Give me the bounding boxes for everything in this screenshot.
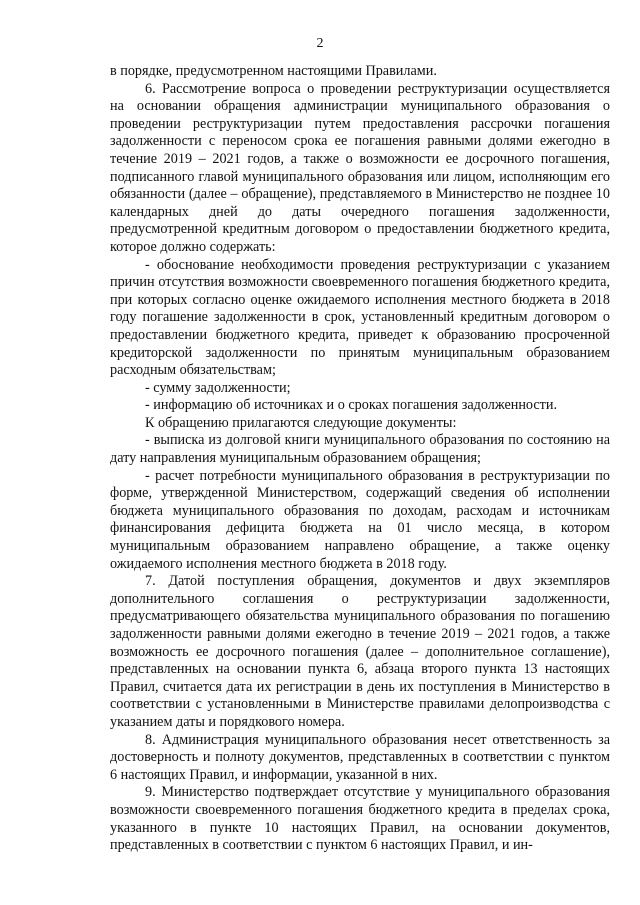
- paragraph-continuation: в порядке, предусмотренном настоящими Правилами.: [110, 63, 437, 79]
- paragraph-list-item-calculation: - расчет потребности муниципального образования в реструктуризации по форме, утвержденной Министерством, содержащий сведения об исполнении бюджета муниципального образования по доходам, расходам и источникам финансирования дефицита бюджета на 01 число месяца, в котором муниципальным образованием направлено обращение, а также оценку ожидаемого исполнения местного бюджета в 2018 году.: [110, 467, 610, 572]
- paragraph-list-item-debt-book-extract: - выписка из долговой книги муниципального образования по состоянию на дату направления муниципальным образованием обращения;: [110, 432, 610, 467]
- paragraph-clause-7: 7. Датой поступления обращения, документов и двух экземпляров дополнительного соглашения о реструктуризации задолженности, предусматривающего обязательства муниципального образования по погашению задолженности равными долями ежегодно в течение 2019 – 2021 годов, а также возможность ее досрочного погашения (далее – дополнительное соглашение), представленных на основании пункта 6, абзаца второго пункта 13 настоящих Правил, считается дата их регистрации в день их поступления в Министерство в соответствии с установленными в Министерстве правилами делопроизводства с указанием даты и порядкового номера.: [110, 573, 610, 730]
- paragraph-clause-9: 9. Министерство подтверждает отсутствие у муниципального образования возможности своевременного погашения бюджетного кредита в пределах срока, указанного в пункте 10 настоящих Правил, на основании документов, представленных в соответствии с пунктом 6 настоящих Правил, и ин-: [110, 784, 610, 854]
- paragraph-list-item-debt-amount: - сумму задолженности;: [145, 379, 291, 396]
- paragraph-list-item-repayment-info: - информацию об источниках и о сроках погашения задолженности.: [145, 397, 558, 414]
- paragraph-list-item-justification: - обоснование необходимости проведения реструктуризации с указанием причин отсутствия возможности своевременного погашения бюджетного кредита, при которых согласно оценке ожидаемого исполнения местного бюджета в 2018 году погашение задолженности в срок, установленный кредитным договором о предоставлении бюджетного кредита, приведет к образованию просроченной кредиторской задолженности по принятым муниципальным образованием расходным обязательствам;: [110, 256, 610, 379]
- document-body: [110, 63, 610, 855]
- paragraph-attachments-intro: К обращению прилагаются следующие документы:: [145, 414, 457, 431]
- page-number: 2: [316, 36, 324, 51]
- paragraph-clause-8: 8. Администрация муниципального образования несет ответственность за достоверность и полноту документов, представленных в соответствии с пунктом 6 настоящих Правил, и информации, указанной в них.: [110, 731, 610, 783]
- paragraph-clause-6: 6. Рассмотрение вопроса о проведении реструктуризации осуществляется на основании обращения администрации муниципального образования о проведении реструктуризации путем предоставления рассрочки погашения задолженности с переносом срока ее погашения равными долями ежегодно в течение 2019 – 2021 годов, а также о возможности ее досрочного погашения, подписанного главой муниципального образования или лицом, исполняющим его обязанности (далее – обращение), представляемого в Министерство не позднее 10 календарных дней до даты очередного погашения задолженности, предусмотренной кредитным договором о предоставлении бюджетного кредита, которое должно содержать:: [110, 80, 610, 255]
